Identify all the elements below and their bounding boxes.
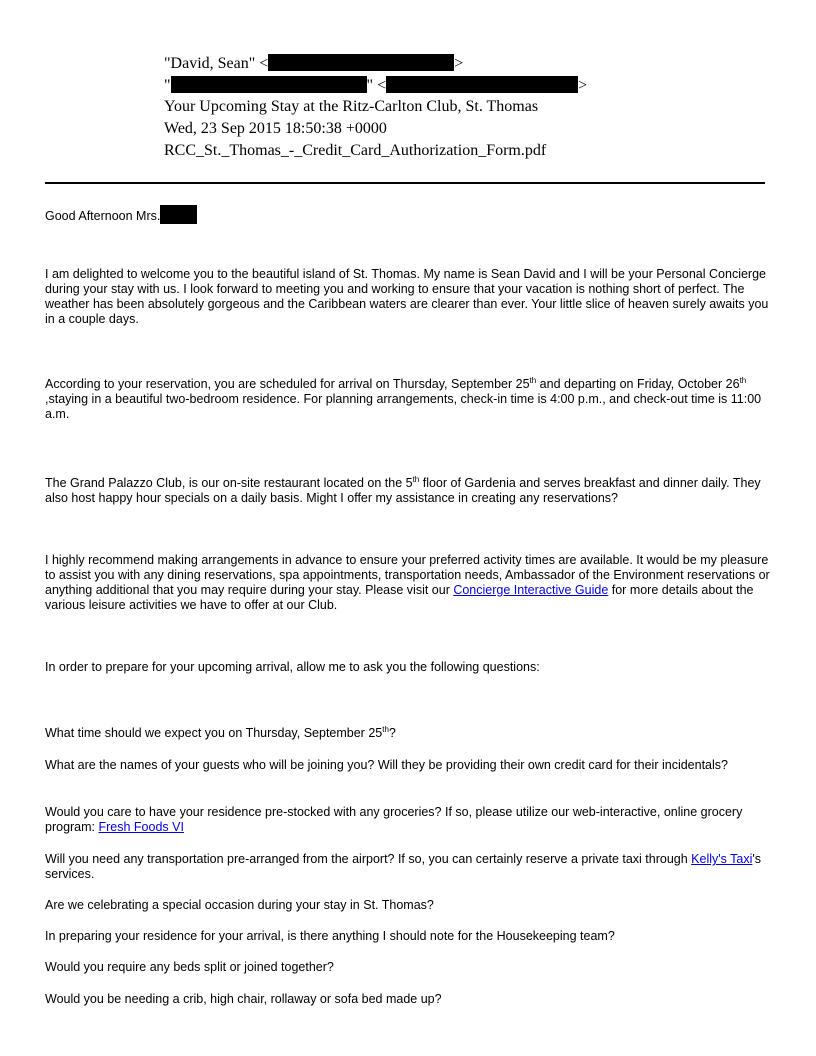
redacted-name — [171, 76, 367, 93]
concierge-guide-link[interactable]: Concierge Interactive Guide — [453, 583, 609, 597]
redacted-email — [386, 76, 578, 93]
kellys-taxi-link[interactable]: Kelly's Taxi — [691, 852, 753, 866]
to-close: > — [578, 77, 588, 94]
greeting-text: Good Afternoon Mrs. — [45, 209, 161, 223]
attachments-value[interactable]: RCC_St._Thomas_-_Credit_Card_Authorization_Form.pdf — [164, 142, 547, 159]
date-value: Wed, 23 Sep 2015 18:50:38 +0000 — [164, 120, 387, 137]
text: floor of Gardenia and serves breakfast and dinner daily. They also host happy hour specials on a daily basis. Might I offer my assistance in creating any reservations? — [45, 476, 761, 505]
subject-value: Your Upcoming Stay at the Ritz-Carlton Club, St. Thomas — [164, 98, 539, 115]
text: for more details about the various leisure activities we have to offer at our Club. — [45, 583, 754, 612]
superscript: th — [739, 376, 747, 385]
from-name: "David, Sean" < — [164, 55, 269, 72]
from-value — [164, 54, 463, 73]
text: and departing on Friday, October 26 — [536, 377, 740, 391]
question-crib: Would you be needing a crib, high chair, rollaway or sofa bed made up? — [45, 992, 442, 1006]
superscript: th — [412, 475, 420, 484]
text: The Grand Palazzo Club, is our on-site restaurant located on the 5 — [45, 476, 413, 490]
from-close: > — [454, 55, 464, 72]
question-transportation — [45, 852, 775, 882]
redacted-name — [160, 205, 197, 224]
to-mid: " < — [366, 77, 387, 94]
text: ,staying in a beautiful two-bedroom residence. For planning arrangements, check-in time is 4:00 p.m., and check-out time is 11:00 a.m. — [45, 392, 762, 421]
superscript: th — [529, 376, 537, 385]
text: I highly recommend making arrangements in advance to ensure your preferred activity times are available. It would be my pleasure to assist you with any dining reservations, spa appointments, transportation needs, Ambassador of the Environment reservations or anything additional that you may require during your stay. Please visit our — [45, 553, 770, 597]
question-guests: What are the names of your guests who will be joining you? Will they be providing their own credit card for their incidentals? — [45, 758, 728, 772]
paragraph-welcome: I am delighted to welcome you to the beautiful island of St. Thomas. My name is Sean David and I will be your Personal Concierge during your stay with us. I look forward to meeting you and working to ensure that your vacation is nothing short of perfect. The weather has been absolutely gorgeous and the Caribbean waters are clearer than ever. Your little slice of heaven surely awaits you in a couple days. — [45, 267, 769, 326]
paragraph-reservation — [45, 377, 775, 422]
to-value — [164, 76, 587, 95]
paragraph-recommend — [45, 553, 775, 613]
paragraph-questions-intro: In order to prepare for your upcoming arrival, allow me to ask you the following questions: — [45, 660, 540, 674]
text: What time should we expect you on Thursday, September 25 — [45, 726, 383, 740]
fresh-foods-link[interactable]: Fresh Foods VI — [98, 820, 184, 834]
question-housekeeping: In preparing your residence for your arrival, is there anything I should note for the Housekeeping team? — [45, 929, 615, 943]
question-groceries — [45, 805, 775, 835]
question-arrival-time — [45, 726, 775, 741]
to-open: " — [164, 77, 171, 94]
superscript: th — [382, 725, 389, 734]
text: Will you need any transportation pre-arranged from the airport? If so, you can certainly reserve a private taxi through — [45, 852, 692, 866]
text: According to your reservation, you are scheduled for arrival on Thursday, September 25 — [45, 377, 530, 391]
redacted-email — [268, 54, 454, 71]
question-beds: Would you require any beds split or joined together? — [45, 960, 334, 974]
text: ? — [388, 726, 396, 740]
greeting — [45, 205, 775, 224]
question-special-occasion: Are we celebrating a special occasion during your stay in St. Thomas? — [45, 898, 434, 912]
text: 's services. — [45, 852, 762, 881]
header-divider — [45, 182, 765, 184]
paragraph-restaurant — [45, 476, 775, 506]
text: Would you care to have your residence pre-stocked with any groceries? If so, please utilize our web-interactive, online grocery program: — [45, 805, 743, 834]
